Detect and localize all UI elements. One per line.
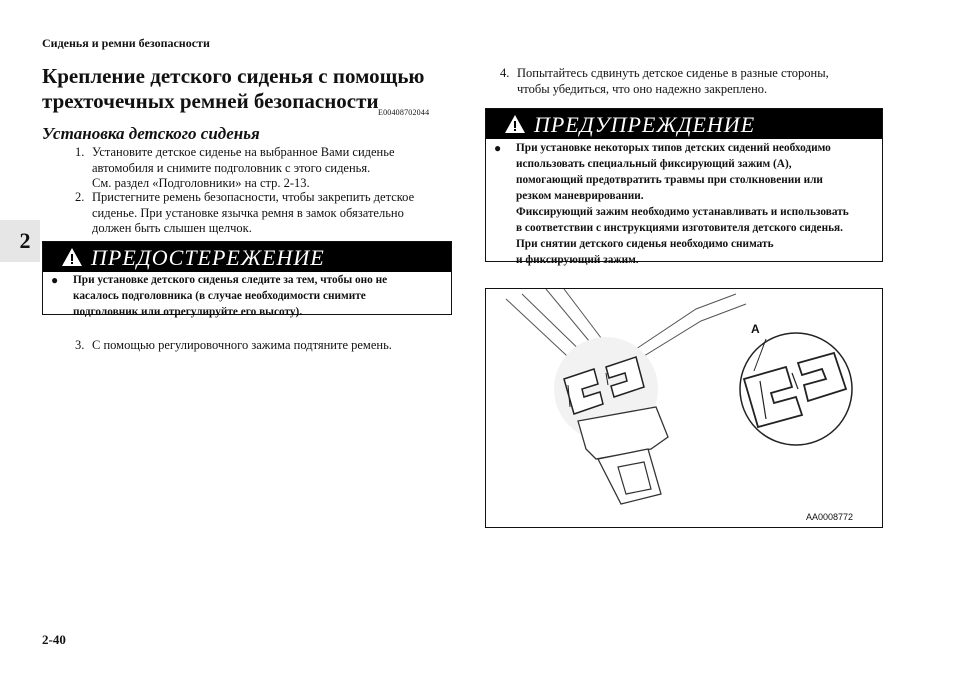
caution-box: ПРЕДОСТЕРЕЖЕНИЕ ● При установке детского сиденья следите за тем, чтобы оно не касалось подголовника (в случае необходимости снимите подголовник или отрегулируйте его высоту). bbox=[42, 241, 452, 315]
step-4: 4. Попытайтесь сдвинуть детское сиденье в разные стороны, чтобы убедиться, что оно надежно закреплено. bbox=[500, 66, 829, 96]
bullet-icon: ● bbox=[51, 273, 59, 287]
caution-header bbox=[43, 242, 451, 272]
figure-code: AA0008772 bbox=[806, 512, 854, 522]
subsection-title: Установка детского сиденья bbox=[42, 124, 260, 143]
page-number: 2-40 bbox=[42, 632, 66, 647]
step-3: 3. С помощью регулировочного зажима подтяните ремень. bbox=[75, 338, 392, 352]
step-2: 2. Пристегните ремень безопасности, чтобы закрепить детское сиденье. При установке язычка ремня в замок обязательно должен быть слышен щелчок. bbox=[75, 190, 415, 235]
document-code: E00408702044 bbox=[378, 108, 430, 117]
seatbelt-clip-illustration bbox=[485, 288, 883, 528]
warning-triangle-icon bbox=[61, 247, 83, 267]
callout-label-a: A bbox=[751, 322, 760, 336]
step-1: 1. Установите детское сиденье на выбранное Вами сиденье автомобиля и снимите подголовник с этого сиденья. См. раздел «Подголовники» на стр. 2-13. bbox=[75, 145, 395, 190]
section-title: Крепление детского сиденья с помощью трехточечных ремней безопасности bbox=[42, 64, 425, 113]
warning-box: ПРЕДУПРЕЖДЕНИЕ ● При установке некоторых типов детских сидений необходимо использовать специальный фиксирующий зажим (А), помогающий предотвратить травмы при столкновении или резком маневрировании. Фиксирующий зажим необходимо устанавливать и использовать в соответствии с инструкциями изготовителя детского сиденья. При снятии детского сиденья необходимо снимать и фиксирующий зажим. bbox=[485, 108, 883, 262]
chapter-tab: 2 bbox=[0, 220, 40, 262]
caution-heading: ПРЕДОСТЕРЕЖЕНИЕ bbox=[91, 245, 325, 270]
bullet-icon: ● bbox=[494, 141, 502, 155]
warning-triangle-icon bbox=[504, 114, 526, 134]
running-header: Сиденья и ремни безопасности bbox=[42, 36, 210, 50]
warning-header bbox=[486, 109, 882, 139]
warning-heading: ПРЕДУПРЕЖДЕНИЕ bbox=[534, 112, 756, 137]
locking-clip-drawing bbox=[486, 289, 882, 527]
